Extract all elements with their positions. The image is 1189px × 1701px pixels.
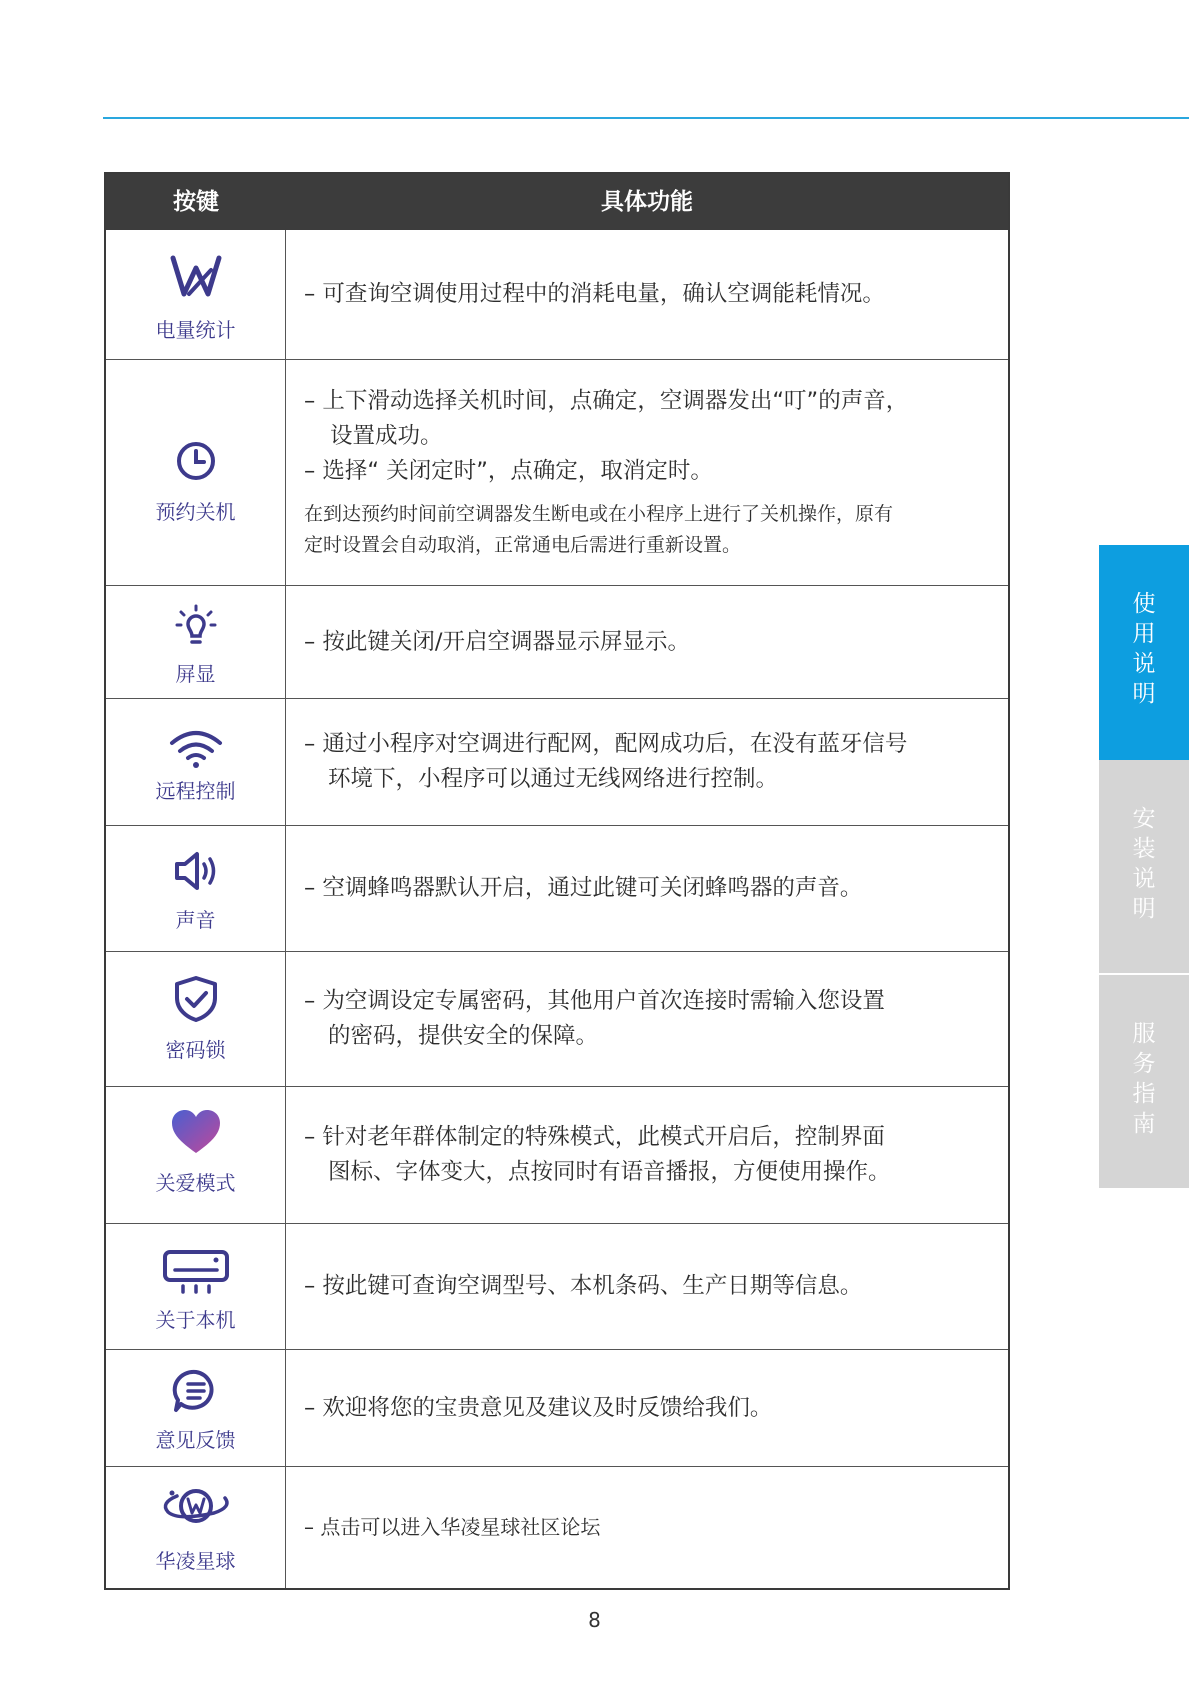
table-row xyxy=(106,1087,1008,1224)
key-cell[interactable] xyxy=(106,826,286,951)
clock-icon xyxy=(167,436,225,486)
note-text: 定时设置会自动取消，正常通电后需进行重新设置。 xyxy=(304,534,742,556)
key-cell[interactable] xyxy=(106,1350,286,1466)
tab-usage[interactable] xyxy=(1099,545,1189,760)
tab-label: 服 务 指 南 xyxy=(1132,1021,1156,1137)
tab-installation[interactable] xyxy=(1099,760,1189,973)
key-cell[interactable] xyxy=(106,230,286,359)
function-text: – 为空调设定专属密码，其他用户首次连接时需输入您设置 xyxy=(304,988,885,1014)
key-cell[interactable] xyxy=(106,360,286,585)
key-label: 关于本机 xyxy=(155,1308,236,1332)
table-row xyxy=(106,1224,1008,1350)
key-cell[interactable] xyxy=(106,586,286,698)
tab-service[interactable] xyxy=(1099,975,1189,1188)
function-text: – 上下滑动选择关机时间，点确定，空调器发出“叮”的声音， xyxy=(304,388,909,414)
speaker-icon xyxy=(167,846,225,896)
function-cell xyxy=(286,699,1008,825)
key-cell[interactable] xyxy=(106,699,286,825)
table-row xyxy=(106,699,1008,826)
table-row xyxy=(106,952,1008,1087)
key-label: 声音 xyxy=(175,908,216,932)
function-text: – 欢迎将您的宝贵意见及建议及时反馈给我们。 xyxy=(304,1394,773,1421)
wifi-icon xyxy=(167,723,225,773)
table-row xyxy=(106,360,1008,586)
top-rule xyxy=(103,117,1189,119)
shield-check-icon xyxy=(167,974,225,1024)
planet-w-icon xyxy=(156,1481,236,1531)
function-text: 图标、字体变大，点按同时有语音播报，方便使用操作。 xyxy=(328,1159,891,1185)
function-table xyxy=(104,172,1010,1590)
function-cell xyxy=(286,1467,1008,1588)
function-text: – 针对老年群体制定的特殊模式，此模式开启后，控制界面 xyxy=(304,1124,885,1150)
header-key: 按键 xyxy=(173,189,219,215)
key-label: 意见反馈 xyxy=(155,1428,236,1452)
table-row xyxy=(106,1467,1008,1588)
tab-label: 安 装 说 明 xyxy=(1132,806,1156,922)
page-number: 8 xyxy=(588,1608,601,1632)
key-label: 屏显 xyxy=(175,662,216,686)
key-cell[interactable] xyxy=(106,952,286,1086)
key-cell[interactable] xyxy=(106,1087,286,1223)
lightbulb-icon xyxy=(167,602,225,652)
function-cell xyxy=(286,1224,1008,1349)
heart-icon xyxy=(167,1107,225,1157)
function-text: – 空调蜂鸣器默认开启，通过此键可关闭蜂鸣器的声音。 xyxy=(304,875,863,901)
function-text: – 可查询空调使用过程中的消耗电量，确认空调能耗情况。 xyxy=(304,281,885,307)
function-cell xyxy=(286,1350,1008,1466)
key-label: 预约关机 xyxy=(155,500,236,524)
key-cell[interactable] xyxy=(106,1224,286,1349)
function-text: 环境下，小程序可以通过无线网络进行控制。 xyxy=(328,766,779,792)
function-text: 设置成功。 xyxy=(330,423,443,449)
table-header xyxy=(106,174,1008,230)
table-row xyxy=(106,230,1008,360)
key-label: 华凌星球 xyxy=(155,1549,236,1573)
key-label: 关爱模式 xyxy=(155,1171,236,1195)
key-label: 密码锁 xyxy=(165,1038,226,1062)
function-text: – 通过小程序对空调进行配网，配网成功后，在没有蓝牙信号 xyxy=(304,731,908,757)
table-row xyxy=(106,586,1008,699)
function-cell xyxy=(286,586,1008,698)
function-cell xyxy=(286,952,1008,1086)
key-label: 远程控制 xyxy=(155,779,236,803)
header-function: 具体功能 xyxy=(601,189,693,215)
air-conditioner-icon xyxy=(161,1246,231,1296)
chat-bubble-icon xyxy=(167,1366,225,1416)
table-row xyxy=(106,1350,1008,1467)
function-cell xyxy=(286,360,1008,585)
key-cell[interactable] xyxy=(106,1467,286,1588)
note-text: 在到达预约时间前空调器发生断电或在小程序上进行了关机操作，原有 xyxy=(304,503,894,525)
function-cell xyxy=(286,1087,1008,1223)
function-text: 的密码，提供安全的保障。 xyxy=(328,1023,599,1049)
table-row xyxy=(106,826,1008,952)
function-cell xyxy=(286,826,1008,951)
power-stats-icon xyxy=(167,252,225,302)
function-cell xyxy=(286,230,1008,359)
function-text: – 按此键可查询空调型号、本机条码、生产日期等信息。 xyxy=(304,1273,863,1299)
key-label: 电量统计 xyxy=(155,318,236,342)
function-text: – 选择“ 关闭定时”，点确定，取消定时。 xyxy=(304,458,713,484)
function-text: – 点击可以进入华凌星球社区论坛 xyxy=(304,1515,601,1539)
tab-label: 使 用 说 明 xyxy=(1132,591,1156,707)
function-text: – 按此键关闭/开启空调器显示屏显示。 xyxy=(304,628,690,655)
